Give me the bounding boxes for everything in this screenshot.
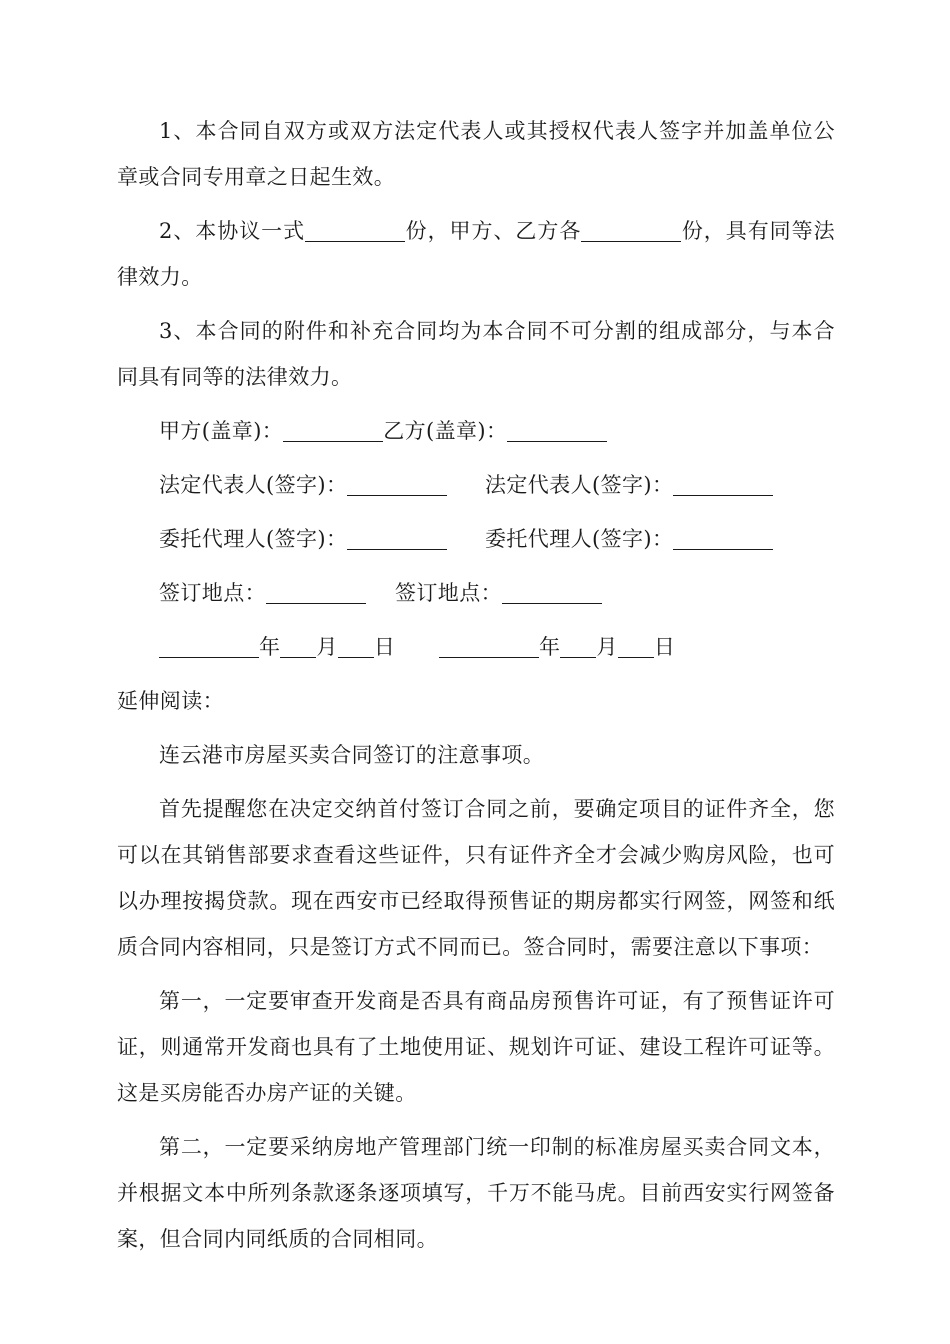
clause-1: 1、本合同自双方或双方法定代表人或其授权代表人签字并加盖单位公章或合同专用章之日起生效。 <box>117 119 835 189</box>
clause-2-part3: 份，具有同等法律效力。 <box>117 219 835 289</box>
document-page <box>117 108 835 1270</box>
date-line <box>117 624 835 670</box>
date-b-day: 日 <box>653 635 676 659</box>
place-b-blank[interactable] <box>502 573 602 604</box>
date-b-month: 月 <box>596 635 618 659</box>
extended-reading-heading: 延伸阅读： <box>117 689 224 713</box>
seal-line <box>117 408 835 454</box>
agent-b <box>485 516 773 562</box>
legal-rep-b-label: 法定代表人(签字)： <box>485 473 674 497</box>
place-b <box>395 570 602 616</box>
place-b-label: 签订地点： <box>395 581 502 605</box>
legal-rep-a-label: 法定代表人(签字)： <box>159 473 348 497</box>
extended-paragraph-2: 第一，一定要审查开发商是否具有商品房预售许可证，有了预售证许可证，则通常开发商也具有了土地使用证、规划许可证、建设工程许可证等。这是买房能否办房产证的关键。 <box>117 989 835 1105</box>
date-a-year: 年 <box>259 635 281 659</box>
date-a-month: 月 <box>316 635 338 659</box>
extended-paragraph-1: 首先提醒您在决定交纳首付签订合同之前，要确定项目的证件齐全，您可以在其销售部要求查看这些证件，只有证件齐全才会减少购房风险，也可以办理按揭贷款。现在西安市已经取得预售证的期房都实行网签，网签和纸质合同内容相同，只是签订方式不同而已。签合同时，需要注意以下事项： <box>117 797 835 959</box>
party-a-seal-blank[interactable] <box>283 411 383 442</box>
clause-3: 3、本合同的附件和补充合同均为本合同不可分割的组成部分，与本合同具有同等的法律效力。 <box>117 319 835 389</box>
date-b-day-blank[interactable] <box>618 627 654 658</box>
agent-line <box>117 516 835 562</box>
place-a-label: 签订地点： <box>159 581 266 605</box>
copies-total-blank[interactable] <box>305 211 405 242</box>
agent-a <box>159 516 485 562</box>
party-a-seal-label: 甲方(盖章)： <box>159 419 284 443</box>
party-b-seal-label: 乙方(盖章)： <box>383 419 508 443</box>
party-b-seal-blank[interactable] <box>507 411 607 442</box>
agent-b-blank[interactable] <box>673 519 773 550</box>
legal-rep-b-blank[interactable] <box>673 465 773 496</box>
place-line <box>117 570 835 616</box>
agent-b-label: 委托代理人(签字)： <box>485 527 674 551</box>
date-b-year-blank[interactable] <box>439 627 539 658</box>
legal-rep-line <box>117 462 835 508</box>
extended-reading-title: 连云港市房屋买卖合同签订的注意事项。 <box>159 743 545 767</box>
extended-paragraph-3: 第二，一定要采纳房地产管理部门统一印制的标准房屋买卖合同文本，并根据文本中所列条款逐条逐项填写，千万不能马虎。目前西安实行网签备案，但合同内同纸质的合同相同。 <box>117 1135 835 1251</box>
date-b <box>439 624 675 670</box>
legal-rep-a <box>159 462 485 508</box>
place-a-blank[interactable] <box>266 573 366 604</box>
clause-2-part1: 2、本协议一式 <box>159 219 306 243</box>
date-b-year: 年 <box>539 635 561 659</box>
date-a-month-blank[interactable] <box>280 627 316 658</box>
agent-a-blank[interactable] <box>347 519 447 550</box>
agent-a-label: 委托代理人(签字)： <box>159 527 348 551</box>
date-b-month-blank[interactable] <box>560 627 596 658</box>
date-a-day: 日 <box>373 635 396 659</box>
place-a <box>159 570 395 616</box>
clause-2-part2: 份，甲方、乙方各 <box>405 219 582 243</box>
legal-rep-b <box>485 462 773 508</box>
legal-rep-a-blank[interactable] <box>347 465 447 496</box>
copies-each-blank[interactable] <box>581 211 681 242</box>
clause-2 <box>117 208 835 300</box>
date-a-day-blank[interactable] <box>338 627 374 658</box>
date-a <box>159 624 439 670</box>
date-a-year-blank[interactable] <box>159 627 259 658</box>
